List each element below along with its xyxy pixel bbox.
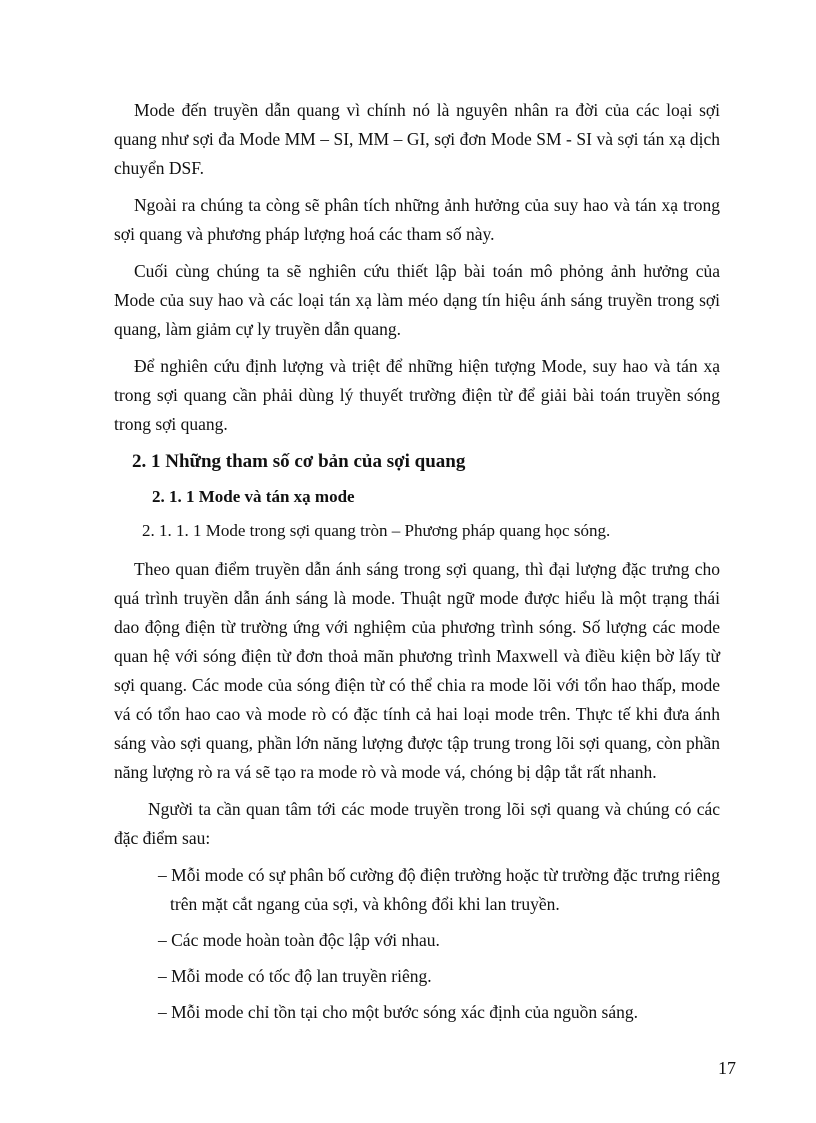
paragraph-mode-features: Người ta cần quan tâm tới các mode truyền trong lõi sợi quang và chúng có các đặc điểm sau: — [114, 799, 720, 848]
paragraph-em-theory: Để nghiên cứu định lượng và triệt để những hiện tượng Mode, suy hao và tán xạ trong sợi quang cần phải dùng lý thuyết trường điện từ để giải bài toán truyền sóng trong sợi quang. — [114, 356, 720, 434]
paragraph-attenuation: Ngoài ra chúng ta còng sẽ phân tích những ảnh hưởng của suy hao và tán xạ trong sợi quang và phương pháp lượng hoá các tham số này. — [114, 195, 720, 244]
paragraph-simulation: Cuối cùng chúng ta sẽ nghiên cứu thiết lập bài toán mô phỏng ảnh hưởng của Mode của suy hao và các loại tán xạ làm méo dạng tín hiệu ánh sáng truyền trong sợi quang, làm giảm cự ly truyền dẫn quang. — [114, 261, 720, 339]
mode-features-list — [114, 861, 720, 1027]
subsection-heading: 2. 1. 1 Mode và tán xạ mode — [152, 487, 355, 506]
paragraph-mode-definition: Theo quan điểm truyền dẫn ánh sáng trong sợi quang, thì đại lượng đặc trưng cho quá trình truyền dẫn ánh sáng là mode. Thuật ngữ mode được hiểu là một trạng thái dao động điện từ trường ứng với nghiệm của phương trình sóng. Số lượng các mode quan hệ với sóng điện từ đơn thoả mãn phương trình Maxwell và điều kiện bờ lấy từ sợi quang. Các mode của sóng điện từ có thể chia ra mode lõi với tổn hao thấp, mode vá có tổn hao cao và mode rò có đặc tính cả hai loại mode trên. Thực tế khi đưa ánh sáng vào sợi quang, phần lớn năng lượng được tập trung trong lõi sợi quang, còn phần năng lượng rò ra vá sẽ tạo ra mode rò và mode vá, chóng bị dập tắt rất nhanh. — [114, 559, 720, 782]
page-number: 17 — [718, 1058, 736, 1078]
document-page — [114, 96, 720, 1034]
section-heading: 2. 1 Những tham số cơ bản của sợi quang — [132, 451, 466, 472]
list-item: – Mỗi mode có tốc độ lan truyền riêng. — [158, 966, 432, 986]
list-item: – Mỗi mode có sự phân bố cường độ điện trường hoặc từ trường đặc trưng riêng trên mặt cắt ngang của sợi, và không đổi khi lan truyền. — [158, 865, 720, 914]
list-item: – Các mode hoàn toàn độc lập với nhau. — [158, 930, 440, 950]
paragraph-mode-intro: Mode đến truyền dẫn quang vì chính nó là nguyên nhân ra đời của các loại sợi quang như sợi đa Mode MM – SI, MM – GI, sợi đơn Mode SM - SI và sợi tán xạ dịch chuyển DSF. — [114, 100, 720, 178]
list-item: – Mỗi mode chỉ tồn tại cho một bước sóng xác định của nguồn sáng. — [158, 1002, 638, 1022]
subsubsection-heading: 2. 1. 1. 1 Mode trong sợi quang tròn – Phương pháp quang học sóng. — [142, 521, 611, 540]
